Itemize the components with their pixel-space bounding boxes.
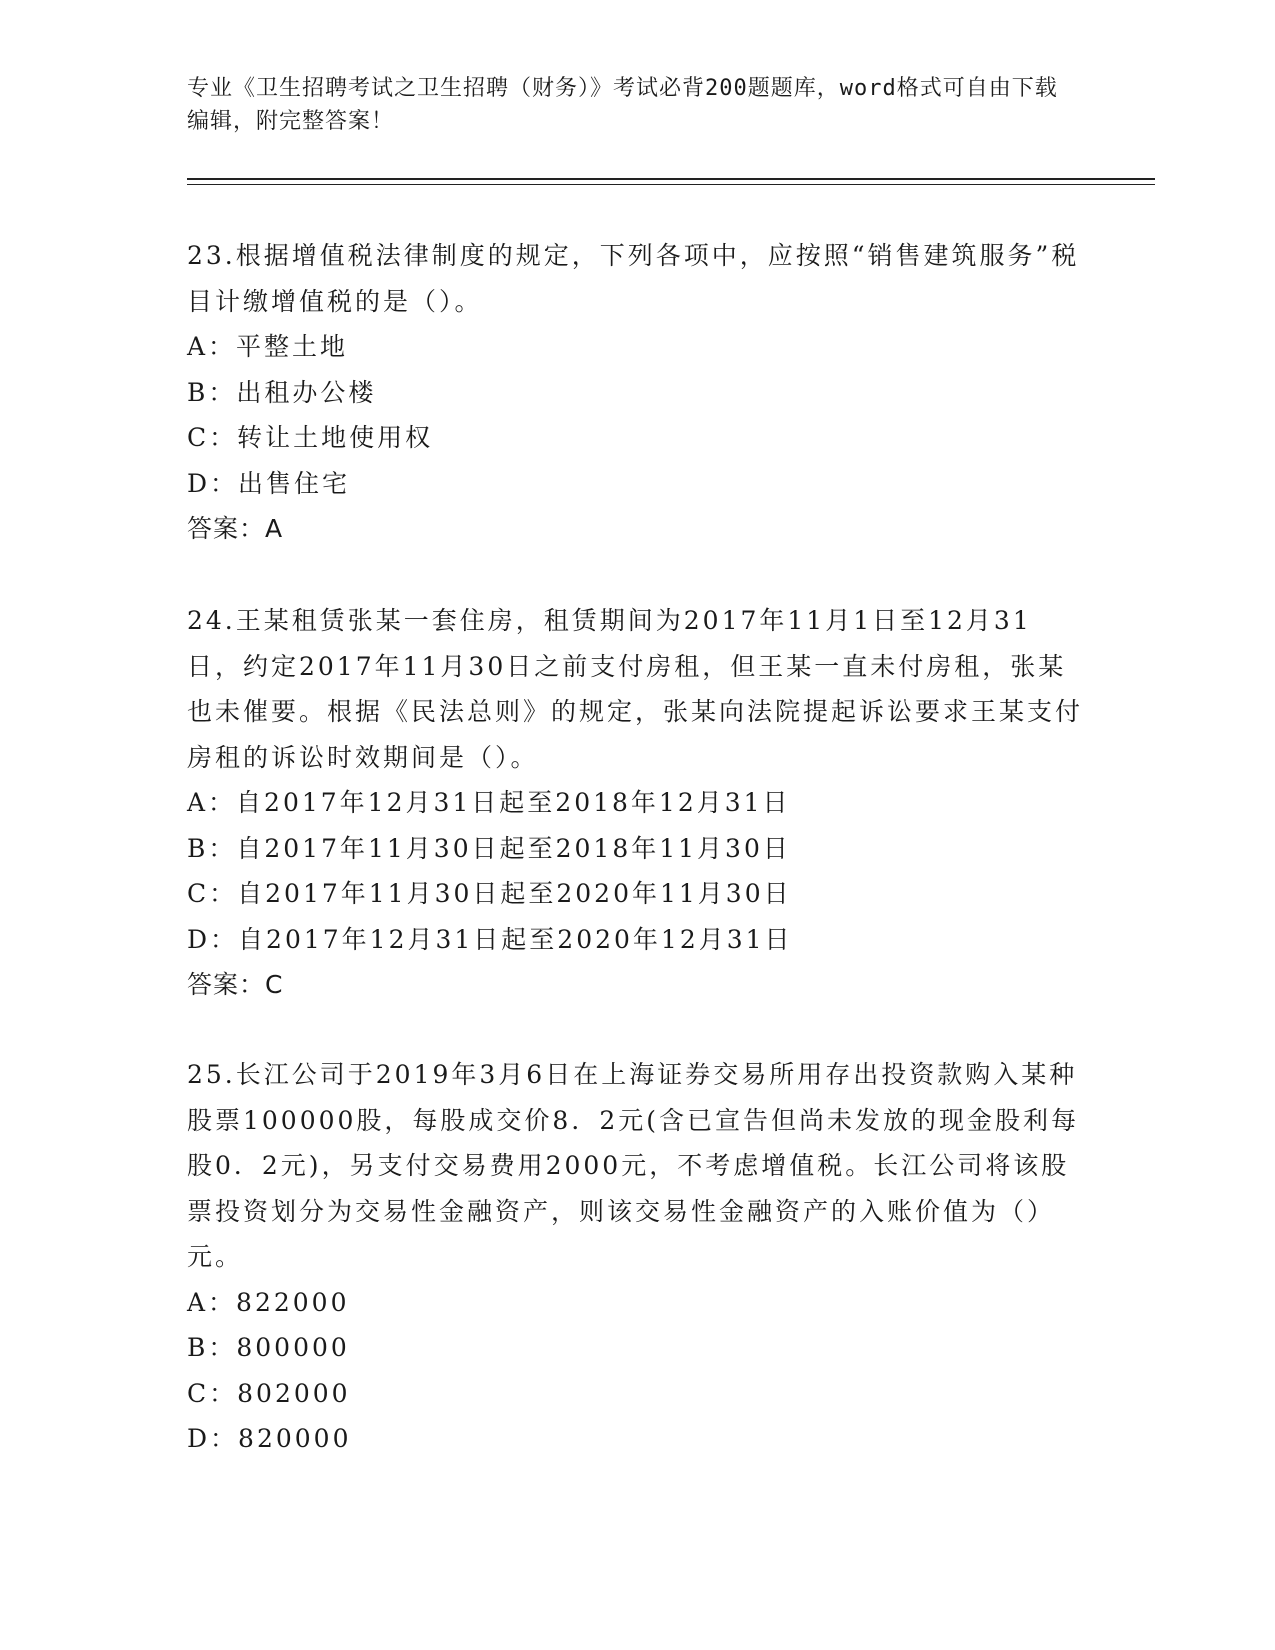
question-stem: 23.根据增值税法律制度的规定，下列各项中，应按照“销售建筑服务”税目计缴增值税的是（）。 xyxy=(187,241,1080,316)
answer-label: 答案：C xyxy=(187,970,284,999)
option-c: C：转让土地使用权 xyxy=(187,423,434,452)
option-b: B：800000 xyxy=(187,1333,350,1362)
option-c: C：自2017年11月30日起至2020年11月30日 xyxy=(187,879,792,908)
option-d: D：自2017年12月31日起至2020年12月31日 xyxy=(187,924,793,954)
question-24 xyxy=(187,598,1087,1008)
option-a: A：自2017年12月31日起至2018年12月31日 xyxy=(187,788,791,817)
header-divider-thin xyxy=(187,184,1155,185)
option-b: B：自2017年11月30日起至2018年11月30日 xyxy=(187,833,791,863)
option-c: C：802000 xyxy=(187,1378,351,1408)
header-divider-thick xyxy=(187,178,1155,180)
option-a: A：平整土地 xyxy=(187,332,349,361)
option-b: B：出租办公楼 xyxy=(187,377,377,407)
question-23 xyxy=(187,233,1087,552)
question-stem: 24.王某租赁张某一套住房，租赁期间为2017年11月1日至12月31日，约定2017年11月30日之前支付房租，但王某一直未付房租，张某也未催要。根据《民法总则》的规定，张某向法院提起诉讼要求王某支付房租的诉讼时效期间是（）。 xyxy=(187,606,1084,772)
option-a: A：822000 xyxy=(187,1287,350,1317)
question-25 xyxy=(187,1052,1087,1462)
option-d: D：出售住宅 xyxy=(187,468,351,498)
option-d: D：820000 xyxy=(187,1424,352,1453)
question-stem: 25.长江公司于2019年3月6日在上海证券交易所用存出投资款购入某种股票100000股，每股成交价8．2元(含已宣告但尚未发放的现金股利每股0．2元)，另支付交易费用2000元，不考虑增值税。长江公司将该股票投资划分为交易性金融资产，则该交易性金融资产的入账价值为（）元。 xyxy=(187,1060,1080,1271)
document-header-description: 专业《卫生招聘考试之卫生招聘（财务）》考试必背200题题库，word格式可自由下载编辑，附完整答案！ xyxy=(187,76,1058,134)
answer-label: 答案：A xyxy=(187,514,284,543)
